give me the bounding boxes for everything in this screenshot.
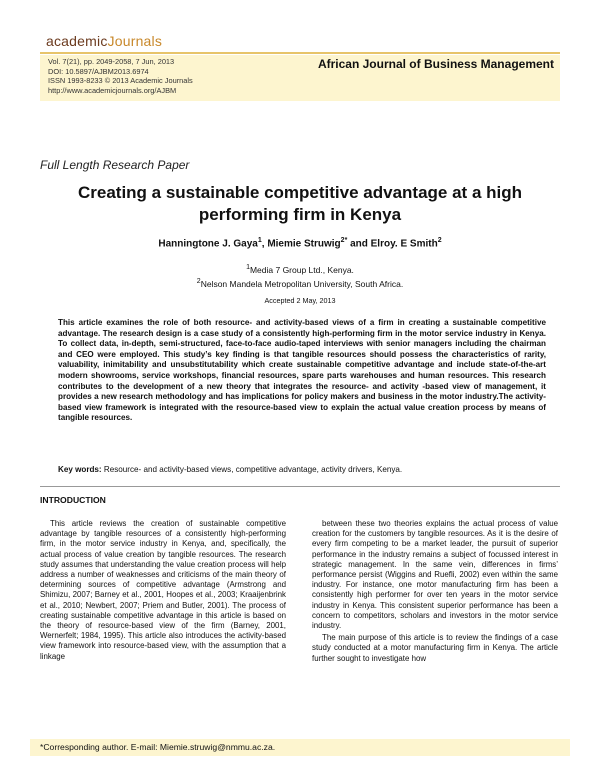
author-affiliation-mark: 1 xyxy=(257,237,262,244)
author-affiliation-mark: 2 xyxy=(437,237,442,244)
affiliations xyxy=(40,262,560,290)
author-affiliation-mark: 2* xyxy=(340,237,348,244)
affiliation-text: Media 7 Group Ltd., Kenya. xyxy=(249,264,354,275)
paper-title: Creating a sustainable competitive advantage at a high performing firm in Kenya xyxy=(77,183,522,224)
body-column-right xyxy=(312,519,558,664)
journal-logo xyxy=(46,33,162,49)
author-separator: and xyxy=(347,238,371,250)
section-heading: INTRODUCTION xyxy=(40,495,106,505)
keywords-text: Resource- and activity-based views, competitive advantage, activity drivers, Kenya. xyxy=(103,465,403,474)
keywords-label: Key words: xyxy=(58,465,102,474)
section-divider xyxy=(40,486,560,487)
keywords xyxy=(58,465,546,474)
author-name: Elroy. E Smith xyxy=(370,238,438,250)
body-column-left xyxy=(40,519,286,662)
affiliation-mark: 1 xyxy=(246,264,250,271)
body-paragraph: between these two theories explains the actual process of value creation for the customers by tangible resources. As it is the desire of every firm competing to be a market leader, the pursuit of superior performance in the industry remains a subject of focussed interest in strategic management. In the same vein, differences in firms’ performance persist (Wiggins and Ruefli, 2002) even within the same industry. For instance, one motor manufacturing firm has been a consistently high performer for over ten years in the motor service industry in Kenya. This consistent superior performance has been a concern to competitors, scholars and investors in the motor service industry. xyxy=(312,519,558,631)
affiliation xyxy=(40,262,560,276)
affiliation-mark: 2 xyxy=(196,277,201,285)
meta-volume: Vol. 7(21), pp. 2049-2058, 7 Jun, 2013 xyxy=(48,57,175,66)
abstract: This article examines the role of both resource- and activity-based views of a firm in creating a sustainable competitive advantage. The research design is a case study of a consistently high-performing firm in the motor service industry in Kenya. To collect data, in-depth, semi-structured, face-to-face audio-taped interviews with senior managers including the chairman and CEO were employed. This study’s key finding is that tangible resources should possess the characteristics of rarity, valuability, inimitability and unsubstitutability which create sustainable competitive advantage and include state-of-the-art modern showrooms, service workshops, financial resources, spare parts warehouses and human resources. This research contributes to the development of a new theory that integrates the resource- and activity -based view of management, it provides a new research methodology and has implications for policy makers and business in the motor industry.The activity-based view framework is integrated with the resource-based view to explain the actual value creation process by means of tangible resources. xyxy=(58,318,546,423)
affiliation-text: Nelson Mandela Metropolitan University, South Africa. xyxy=(200,278,404,289)
meta-doi: DOI: 10.5897/AJBM2013.6974 xyxy=(48,66,149,76)
logo-part-2: Journals xyxy=(107,33,163,49)
article-meta xyxy=(48,57,193,95)
affiliation xyxy=(40,276,560,290)
author-name: Miemie Struwig xyxy=(267,238,341,250)
body-paragraph: The main purpose of this article is to review the findings of a case study conducted at a motor manufacturing firm in Kenya. The article further sought to investigate how xyxy=(312,633,558,663)
meta-url[interactable]: http://www.academicjournals.org/AJBM xyxy=(48,85,177,95)
accepted-date: Accepted 2 May, 2013 xyxy=(264,296,336,305)
author-separator: , xyxy=(261,238,268,250)
author-list xyxy=(40,237,560,249)
corresponding-author: *Corresponding author. E-mail: Miemie.struwig@nmmu.ac.za. xyxy=(40,742,276,752)
meta-issn: ISSN 1993-8233 © 2013 Academic Journals xyxy=(48,76,193,86)
body-paragraph: This article reviews the creation of sustainable competitive advantage by tangible resources of a consistently high-performing firm, in the motor service industry in Kenya, and, specifically, the actual process of value creation by tangible resources. The research study assumes that understanding the value creation process will help address a number of weaknesses and criticisms of the main theory of determining sources of competitive advantage (Armstrong and Shimizu, 2007; Barney et al., 2001, Hoopes et al., 2003; Kraaijenbrink et al., 2010; Newbert, 2007; Priem and Butler, 2001). The process of creating sustainable competitive advantage in this article is based on the theory of resource-based view of the firm (Barney, 2001, Wernerfelt; 1984, 1995). This article also introduces the activity-based view framework into resource-based view, with the assumption that a linkage xyxy=(40,519,286,661)
journal-name: African Journal of Business Management xyxy=(317,57,554,71)
header-divider xyxy=(40,52,560,54)
author-name: Hanningtone J. Gaya xyxy=(158,238,258,250)
logo-part-1: academic xyxy=(46,33,108,49)
paper-type: Full Length Research Paper xyxy=(40,158,190,172)
